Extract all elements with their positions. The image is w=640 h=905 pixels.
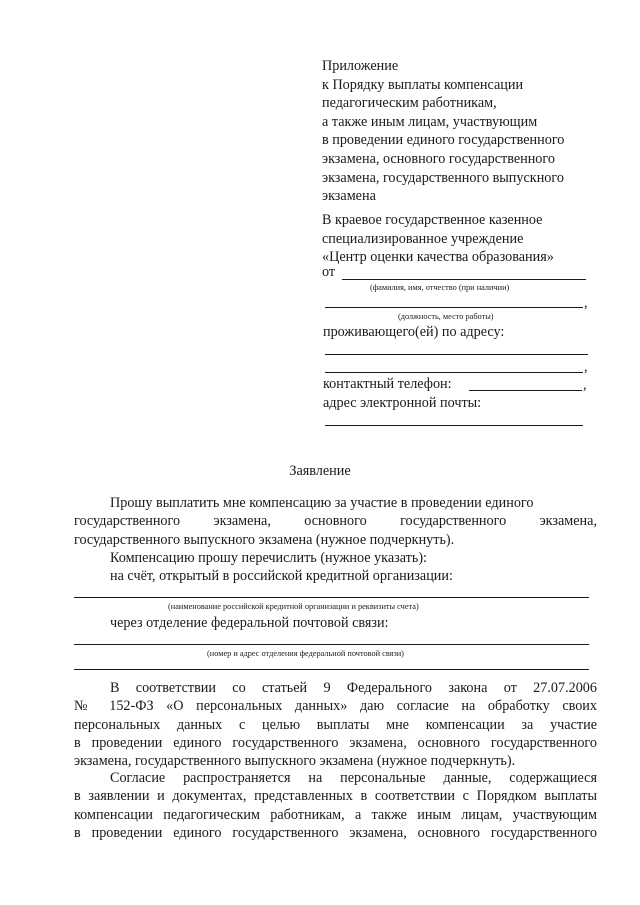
post-office-field[interactable]	[74, 644, 589, 645]
consent-line: экзамена, государственного выпускного экзамена (нужное подчеркнуть).	[74, 753, 516, 770]
consent-paragraph	[74, 679, 597, 770]
appendix-line: экзамена, основного государственного	[322, 150, 555, 167]
post-option-line: через отделение федеральной почтовой связи:	[110, 615, 389, 631]
phone-label: контактный телефон:	[323, 376, 452, 392]
bank-details-field[interactable]	[74, 597, 589, 598]
request-line: государственного выпускного экзамена (нужное подчеркнуть).	[74, 531, 455, 548]
appendix-line: экзамена, государственного выпускного	[322, 169, 564, 186]
consent-line: в проведении единого государственного экзамена, основного государственного	[74, 734, 597, 751]
name-field[interactable]	[342, 279, 586, 280]
appendix-line: Приложение	[322, 58, 399, 74]
consent-line: В соответствии со статьей 9 Федерального закона от 27.07.2006	[110, 680, 597, 696]
phone-field[interactable]	[469, 390, 582, 391]
appendix-line: в проведении единого государственного	[322, 132, 565, 149]
appendix-line: экзамена	[322, 188, 376, 205]
payment-method-line: Компенсацию прошу перечислить (нужное указать):	[110, 549, 427, 566]
appendix-header	[322, 57, 622, 206]
address-field-2[interactable]	[325, 372, 583, 373]
comma: ,	[584, 359, 588, 375]
email-field[interactable]	[325, 425, 583, 426]
document-title: Заявление	[289, 463, 351, 479]
addressee-line: В краевое государственное казенное	[322, 212, 543, 228]
appendix-line: педагогическим работникам,	[322, 95, 497, 112]
scope-line: в заявлении и документах, представленных в соответствии с Порядком выплаты	[74, 788, 597, 805]
addressee-line: специализированное учреждение	[322, 230, 524, 247]
request-paragraph	[74, 494, 597, 585]
bank-option-line: на счёт, открытый в российской кредитной организации:	[110, 568, 453, 585]
position-hint: (должность, место работы)	[398, 312, 494, 321]
request-line: государственного экзамена, основного государственного экзамена,	[74, 513, 597, 530]
address-label: проживающего(ей) по адресу:	[323, 324, 505, 340]
address-field-1[interactable]	[325, 354, 588, 355]
position-field[interactable]	[325, 307, 583, 308]
scope-paragraph	[74, 769, 597, 842]
comma: ,	[583, 377, 587, 393]
addressee-line: «Центр оценки качества образования»	[322, 249, 554, 266]
comma: ,	[584, 295, 588, 311]
name-hint: (фамилия, имя, отчество (при наличии)	[370, 283, 510, 292]
post-hint: (номер и адрес отделения федеральной почтовой связи)	[207, 649, 404, 658]
post-office-field-2[interactable]	[74, 669, 589, 670]
consent-line: № 152-ФЗ «О персональных данных» даю согласие на обработку своих	[74, 698, 597, 715]
bank-hint: (наименование российской кредитной организации и реквизиты счета)	[168, 602, 419, 611]
email-label: адрес электронной почты:	[323, 395, 482, 411]
consent-line: персональных данных с целью выплаты мне компенсации за участие	[74, 716, 597, 733]
scope-line: компенсации педагогическим работникам, а также иным лицам, участвующим	[74, 806, 597, 823]
scope-line: Согласие распространяется на персональные данные, содержащиеся	[110, 770, 597, 786]
appendix-line: к Порядку выплаты компенсации	[322, 76, 524, 93]
appendix-line: а также иным лицам, участвующим	[322, 113, 538, 130]
addressee-block	[322, 211, 622, 267]
scope-line: в проведении единого государственного экзамена, основного государственного	[74, 824, 597, 841]
from-label: от	[322, 264, 336, 280]
request-line: Прошу выплатить мне компенсацию за участие в проведении единого	[110, 495, 534, 511]
